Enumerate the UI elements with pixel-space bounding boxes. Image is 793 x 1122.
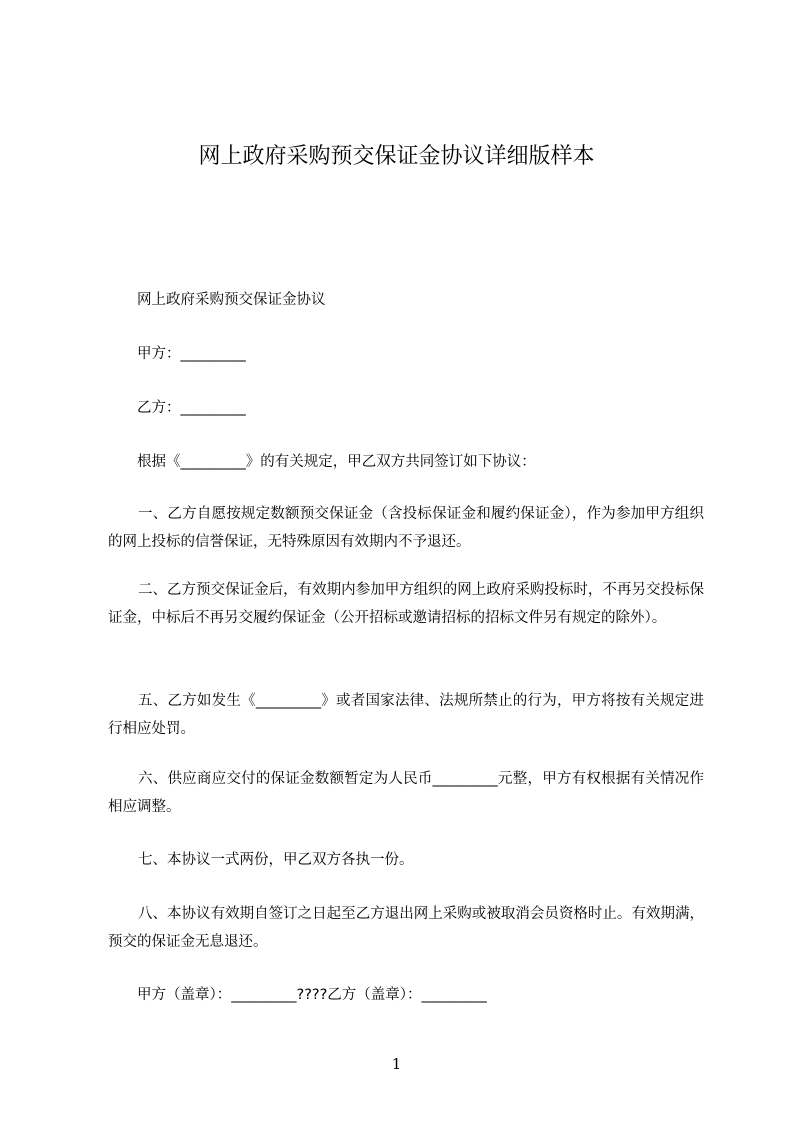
party-b-line: 乙方：_________	[137, 400, 246, 416]
clause-8: 八、本协议有效期自签订之日起至乙方退出网上采购或被取消会员资格时止。有效期满，预交的保证金无息退还。	[108, 906, 704, 950]
signature-line: 甲方（盖章）：_________????乙方（盖章）：_________	[137, 987, 487, 1003]
clause-7: 七、本协议一式两份，甲乙双方各执一份。	[138, 852, 414, 868]
clause-5: 五、乙方如发生《_________》或者国家法律、法规所禁止的行为，甲方将按有关规定进行相应处罚。	[108, 693, 704, 737]
document-title: 网上政府采购预交保证金协议详细版样本	[198, 144, 595, 169]
party-a-line: 甲方：_________	[137, 346, 246, 362]
clause-1: 一、乙方自愿按规定数额预交保证金（含投标保证金和履约保证金），作为参加甲方组织的网上投标的信誉保证，无特殊原因有效期内不予退还。	[108, 506, 704, 550]
clause-2: 二、乙方预交保证金后，有效期内参加甲方组织的网上政府采购投标时，不再另交投标保证金，中标后不再另交履约保证金（公开招标或邀请招标的招标文件另有规定的除外）。	[108, 582, 704, 626]
page-number: 1	[391, 1055, 402, 1073]
clause-6: 六、供应商应交付的保证金数额暂定为人民币_________元整，甲方有权根据有关情况作相应调整。	[108, 771, 704, 815]
preamble-text: 根据《_________》的有关规定，甲乙双方共同签订如下协议：	[137, 454, 536, 470]
agreement-subtitle: 网上政府采购预交保证金协议	[137, 292, 326, 308]
